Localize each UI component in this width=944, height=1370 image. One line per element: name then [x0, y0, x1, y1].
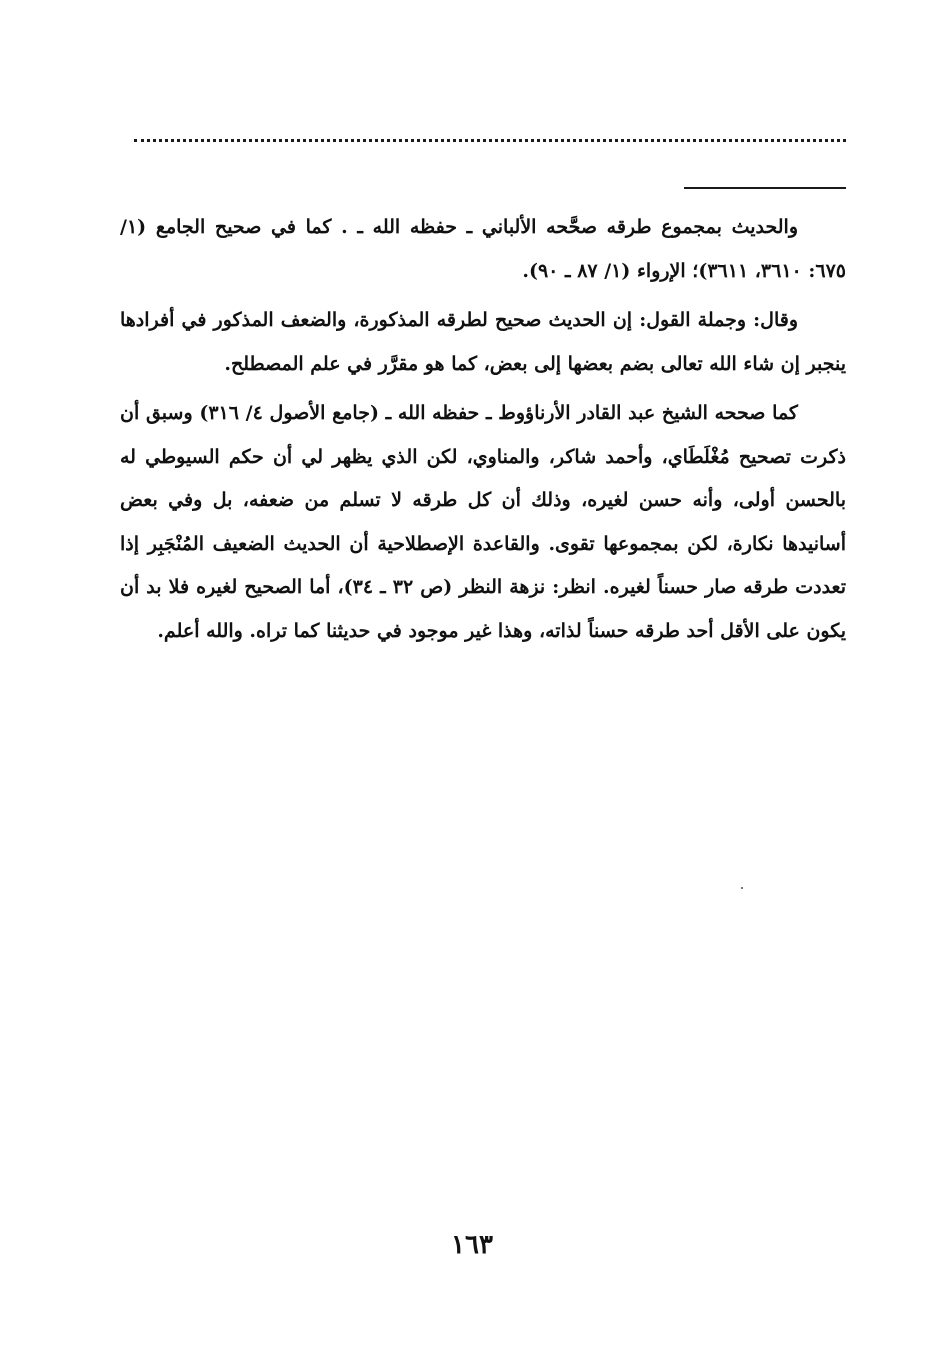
footnote-text — [120, 206, 846, 659]
paragraph-1: والحديث بمجموع طرقه صحَّحه الألباني ـ حفظه الله ـ . كما في صحيح الجامع (١/ ٦٧٥: ٣٦١٠، ٣٦١١)؛ الإرواء (١/ ٨٧ ـ ٩٠). — [120, 216, 846, 282]
scan-speck — [741, 887, 743, 889]
page-number: ١٦٣ — [451, 1230, 493, 1260]
paragraph-2: وقال: وجملة القول: إن الحديث صحيح لطرقه المذكورة، والضعف المذكور في أفرادها ينجبر إن شاء الله تعالى بضم بعضها إلى بعض، كما هو مقرَّر في علم المصطلح. — [120, 309, 846, 375]
paragraph-3: كما صححه الشيخ عبد القادر الأرناؤوط ـ حفظه الله ـ (جامع الأصول ٤/ ٣١٦) وسبق أن ذكرت تصحيح مُغْلَطَاي، وأحمد شاكر، والمناوي، لكن الذي يظهر لي أن حكم السيوطي له بالحسن أولى، وأنه حسن لغيره، وذلك أن كل طرقه لا تسلم من ضعفه، بل وفي بعض أسانيدها نكارة، لكن بمجموعها تقوى. والقاعدة الإصطلاحية أن الحديث الضعيف المُنْجَبِر إذا تعددت طرقه صار حسناً لغيره. انظر: نزهة النظر (ص ٣٢ ـ ٣٤)، أما الصحيح لغيره فلا بد أن يكون على الأقل أحد طرقه حسناً لذاته، وهذا غير موجود في حديثنا كما تراه. والله أعلم. — [120, 402, 847, 642]
dotted-separator — [134, 128, 846, 142]
footnote-rule — [684, 187, 846, 189]
